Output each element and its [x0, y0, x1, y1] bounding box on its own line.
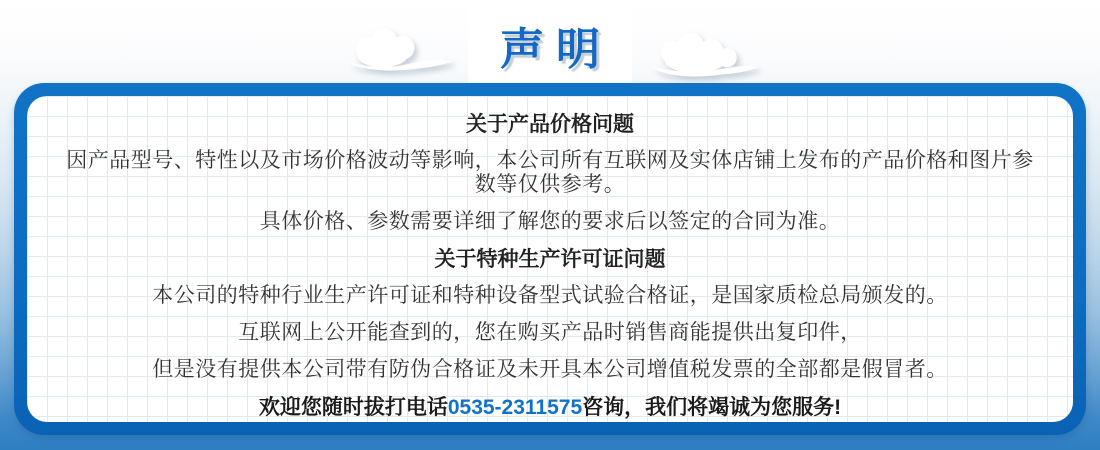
- page-title: 声明: [500, 25, 612, 74]
- contact-suffix: 咨询，我们将竭诚为您服务!: [582, 396, 842, 419]
- phone-number[interactable]: 0535-2311575: [447, 396, 583, 419]
- statement-line: 互联网上公开能查到的，您在购买产品时销售商能提供出复印件，: [238, 321, 862, 344]
- title-box: [468, 6, 632, 84]
- statement-line: 本公司的特种行业生产许可证和特种设备型式试验合格证，是国家质检总局颁发的。: [152, 284, 948, 307]
- header: [0, 0, 1100, 84]
- panel-grid-paper: [27, 96, 1073, 422]
- contact-line: [57, 395, 1043, 420]
- statement-line: 但是没有提供本公司带有防伪合格证及未开具本公司增值税发票的全部都是假冒者。: [152, 358, 948, 381]
- statement-content: [27, 96, 1073, 420]
- statement-line: 具体价格、参数需要详细了解您的要求后以签定的合同为准。: [259, 210, 841, 233]
- section-heading-price: 关于产品价格问题: [466, 113, 634, 136]
- statement-line: 因产品型号、特性以及市场价格波动等影响，本公司所有互联网及实体店铺上发布的产品价格和图片参数等仅供参考。: [66, 149, 1034, 196]
- contact-prefix: 欢迎您随时拔打电话: [258, 396, 448, 419]
- section-heading-license: 关于特种生产许可证问题: [434, 248, 666, 271]
- cloud-icon: [342, 20, 460, 79]
- cloud-icon: [642, 24, 766, 86]
- statement-panel: [14, 83, 1086, 435]
